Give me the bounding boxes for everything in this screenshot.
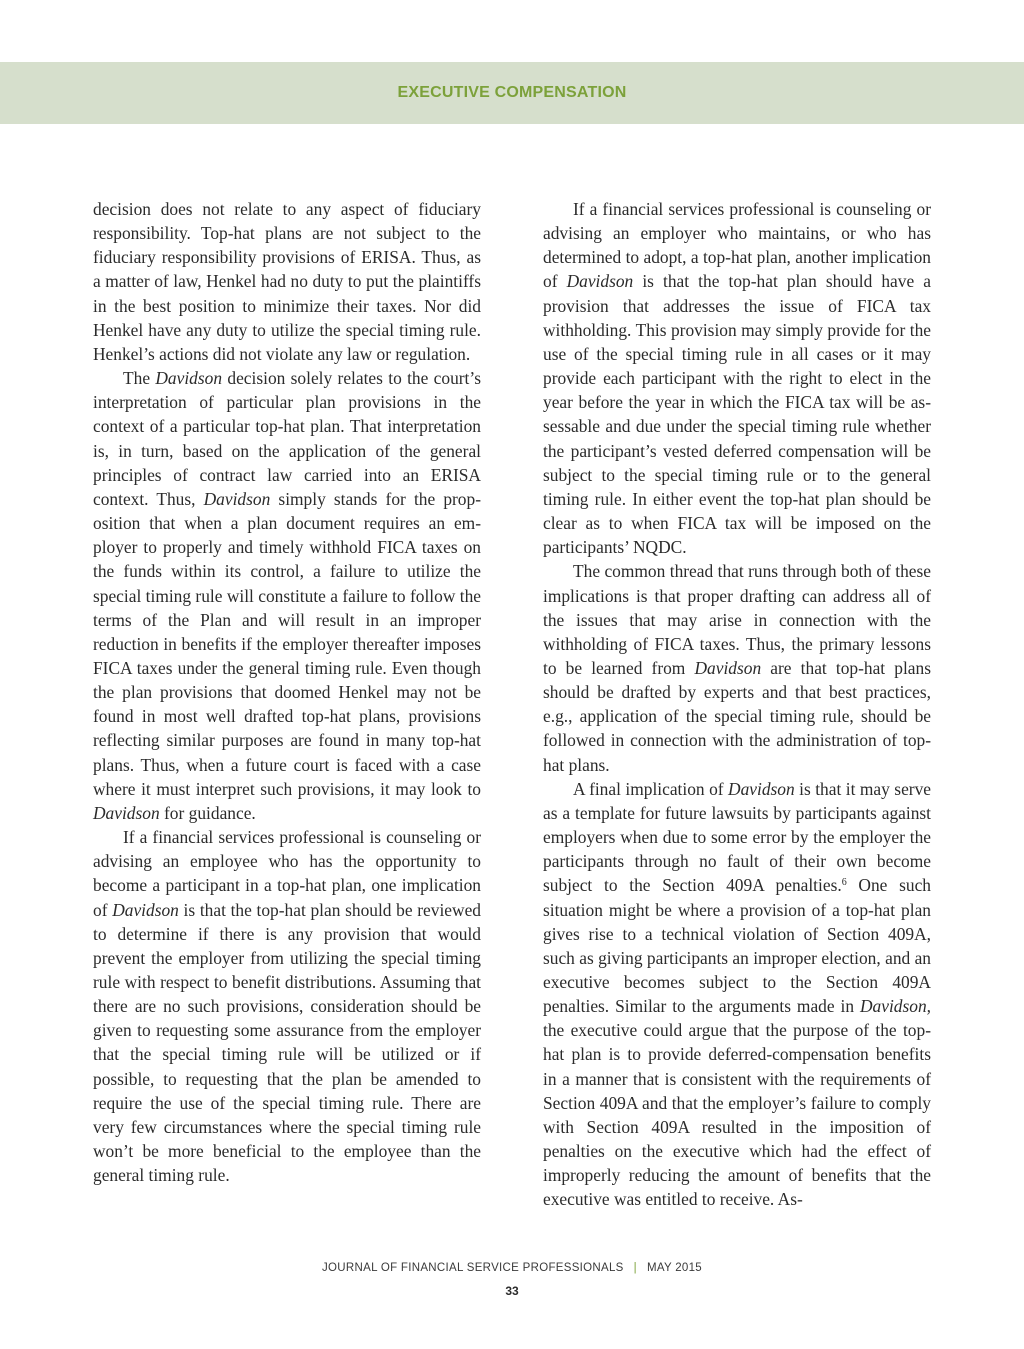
paragraph: A final implication of Davidson is that it may serve as a template for future lawsuits by participants against employers when due to some error by the employer the participants through no fault of their own become subject to the Section 409A penalties.$^6$ One such situation might be where a provision of a top-hat plan gives rise to a technical violation of Section 409A, such as giving participants an improper election, and an executive becomes subject to the Section 409A penalties. Similar to the arguments made in Davidson, the executive could argue that the purpose of the top-hat plan is to provide deferred-compensation benefits in a manner that is consistent with the requirements of Section 409A and that the employer’s failure to comply with Section 409A resulted in the imposition of penalties on the executive which had the effect of improperly reducing the amount of benefits that the executive was entitled to receive. As- <box>543 778 931 1210</box>
case-name: Davidson <box>566 271 634 292</box>
case-name: Davidson <box>112 899 179 920</box>
case-name: Davidson <box>728 778 795 799</box>
paragraph: If a financial services professional is counseling or advising an employee who has the opportunity to become a participant in a top-hat plan, one implication of Davidson is that the top-hat plan should be reviewed to determine if there is any provision that would prevent the employer from utilizing the special timing rule with respect to benefit distributions. Assuming that there are no such provisions, consideration should be given to requesting some assurance from the employer that the special timing rule will be utilized or if possible, to requesting that the plan be amended to require the use of the special timing rule. There are very few circumstances where the special timing rule won’t be more beneficial to the employee than the general timing rule. <box>93 827 481 1186</box>
left-column <box>93 197 481 1187</box>
journal-footer <box>0 1262 1024 1274</box>
footer-separator: | <box>633 1262 637 1274</box>
case-name: Davidson, <box>859 996 931 1017</box>
section-title: EXECUTIVE COMPENSATION <box>397 84 627 101</box>
paragraph: If a financial services professional is counseling or advising an employer who maintains, or who has determined to adopt, a top-hat plan, another implication of Davidson is that the top-hat plan should have a provision that addresses the issue of FICA tax withholding. This provision may simply provide for the use of the special timing rule in all cases or it may provide each participant with the right to elect in the year before the year in which the FICA tax will be assessable and due under the special timing rule whether the participant’s vested deferred compensation will be subject to the special timing rule or to the general timing rule. In either event the top-hat plan should be clear as to when FICA tax will be imposed on the participants’ NQDC. <box>543 199 931 558</box>
case-name: Davidson <box>203 488 271 509</box>
section-header-band <box>0 62 1024 124</box>
right-column <box>543 197 931 1212</box>
page-number: 33 <box>505 1284 519 1298</box>
case-name: Davidson <box>155 368 223 389</box>
paragraph: The Davidson decision solely relates to the court’s interpretation of particular plan provisions in the context of a particular top-hat plan. That interpretation is, in turn, based on the application of the general principles of contract law carried into an ERISA context. Thus, Davidson simply stands for the proposition that when a plan document requires an employer to properly and timely withhold FICA taxes on the funds within its control, a failure to utilize the special timing rule will constitute a failure to follow the terms of the Plan and will result in an improper reduction in benefits if the employer thereafter imposes FICA taxes under the general timing rule. Even though the plan provisions that doomed Henkel may not be found in most well drafted top-hat plans, provisions reflecting similar purposes are found in many top-hat plans. Thus, when a future court is faced with a case where it must interpret such provisions, it may look to Davidson for guidance. <box>93 368 481 823</box>
paragraph: decision does not relate to any aspect of fiduciary responsibility. Top-hat plans are not subject to the fiduciary responsibility provisions of ERISA. Thus, as a matter of law, Henkel had no duty to put the plaintiffs in the best position to minimize their taxes. Nor did Henkel have any duty to utilize the special timing rule. Henkel’s actions did not violate any law or regulation. <box>93 199 481 364</box>
case-name: Davidson <box>694 657 762 678</box>
issue-date: MAY 2015 <box>646 1262 702 1274</box>
paragraph: The common thread that runs through both of these implications is that proper drafting can address all of the issues that may arise in connection with the withholding of FICA taxes. Thus, the primary lessons to be learned from Davidson are that top-hat plans should be drafted by experts and that best practices, e.g., application of the special timing rule, should be followed in connection with the administration of top-hat plans. <box>543 561 931 775</box>
journal-name: JOURNAL OF FINANCIAL SERVICE PROFESSIONALS <box>322 1262 624 1274</box>
case-name: Davidson <box>93 802 160 823</box>
footnote-marker[interactable]: 6 <box>841 877 847 889</box>
